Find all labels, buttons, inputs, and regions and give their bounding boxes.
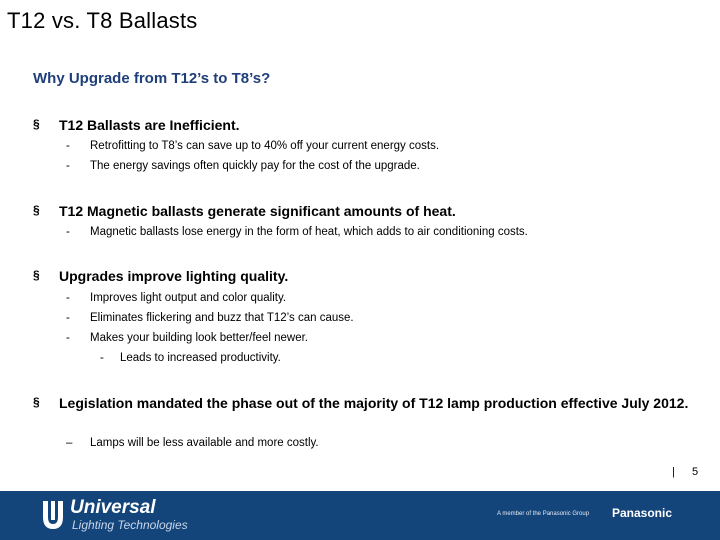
- bullet-marker-icon: §: [33, 203, 40, 217]
- bullet-text: Legislation mandated the phase out of the majority of T12 lamp production effective July 2012.: [59, 395, 689, 411]
- sub-bullet-text: The energy savings often quickly pay for the cost of the upgrade.: [90, 160, 420, 172]
- sub-bullet-text: Improves light output and color quality.: [90, 292, 287, 304]
- panasonic-logo: Panasonic: [612, 506, 673, 520]
- bullet-marker-icon: §: [33, 395, 40, 409]
- member-text: A member of the Panasonic Group: [497, 511, 590, 517]
- footer-bar: [0, 491, 720, 540]
- slide-title: T12 vs. T8 Ballasts: [7, 8, 198, 33]
- sub-bullet-text: Magnetic ballasts lose energy in the form of heat, which adds to air conditioning costs.: [90, 226, 528, 238]
- bullet-marker-icon: §: [33, 268, 40, 282]
- dash-marker: -: [66, 226, 70, 238]
- dash-marker: -: [66, 140, 70, 152]
- page-separator: |: [672, 466, 675, 478]
- bullet-text: Upgrades improve lighting quality.: [59, 268, 289, 284]
- bullet-marker-icon: §: [33, 117, 40, 131]
- slide-subtitle: Why Upgrade from T12’s to T8’s?: [33, 70, 271, 87]
- page-number-value: 5: [692, 466, 699, 478]
- dash-marker: -: [66, 312, 70, 324]
- universal-logo-icon: [40, 499, 66, 531]
- logo-wordmark: Universal: [70, 497, 156, 518]
- dash-marker: –: [66, 437, 73, 449]
- bullet-text: T12 Magnetic ballasts generate significant amounts of heat.: [59, 203, 456, 219]
- dash-marker: -: [66, 332, 70, 344]
- sub-bullet-text: Makes your building look better/feel newer.: [90, 332, 308, 344]
- bullet-text: T12 Ballasts are Inefficient.: [59, 117, 240, 133]
- sub-bullet-text: Leads to increased productivity.: [120, 352, 281, 364]
- sub-bullet-text: Lamps will be less available and more costly.: [90, 437, 319, 449]
- dash-marker: -: [66, 292, 70, 304]
- sub-bullet-text: Retrofitting to T8’s can save up to 40% off your current energy costs.: [90, 140, 440, 152]
- dash-marker: -: [100, 352, 104, 364]
- sub-bullet-text: Eliminates flickering and buzz that T12’s can cause.: [90, 312, 354, 324]
- dash-marker: -: [66, 160, 70, 172]
- logo-subtext: Lighting Technologies: [72, 518, 188, 532]
